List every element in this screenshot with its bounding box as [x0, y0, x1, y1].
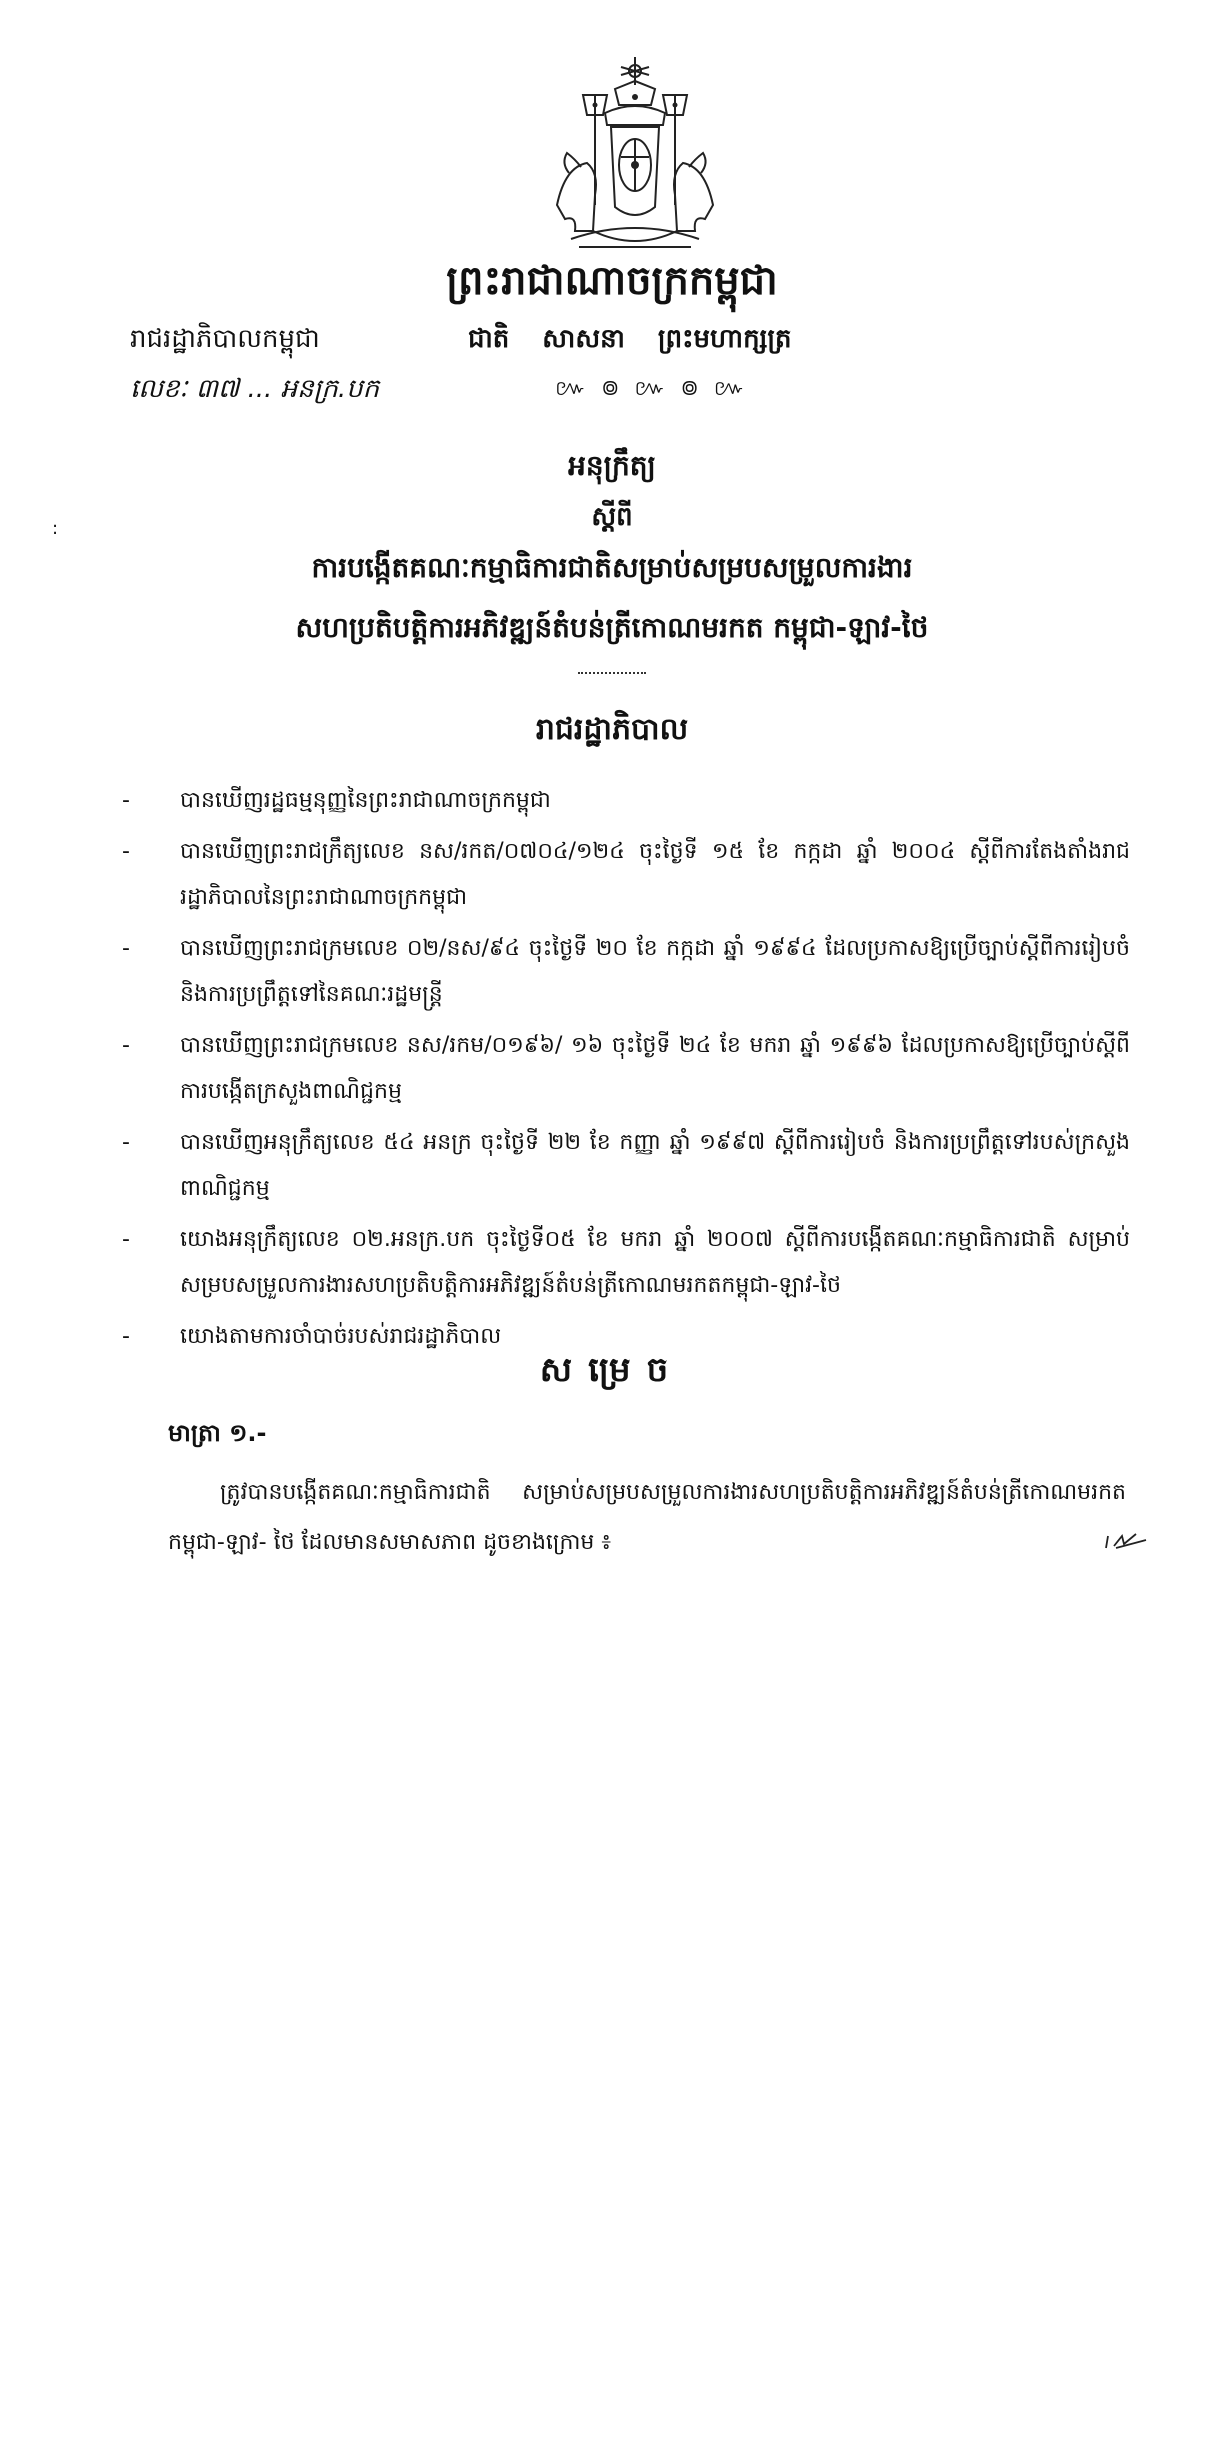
list-dash: -	[122, 1130, 130, 1155]
national-motto: ជាតិ សាសនា ព្រះមហាក្សត្រ	[468, 324, 792, 354]
preamble-item	[122, 1120, 1130, 1212]
preamble-item	[122, 829, 1130, 921]
issuer-heading: រាជរដ្ឋាភិបាល	[535, 712, 689, 747]
document-number: លេខៈ ៣៧ ... អនក្រ.បក	[130, 374, 380, 404]
decision-heading: សម្រេច	[539, 1350, 685, 1390]
issuing-government: រាជរដ្ឋាភិបាលកម្ពុជា	[130, 324, 320, 354]
subject-prefix: ស្ដីពី	[591, 502, 633, 532]
list-dash: -	[122, 788, 130, 813]
list-dash: -	[122, 936, 130, 961]
preamble-text: បានឃើញព្រះរាជក្រឹត្យលេខ នស/រកត/០៧០៤/១២៤ ចុះថ្ងៃទី ១៥ ខែ កក្កដា ឆ្នាំ ២០០៤ ស្ដីពីការតែងតាំងរាជរដ្ឋាភិបាលនៃព្រះរាជាណាចក្រកម្ពុជា	[180, 839, 1130, 910]
article-label: មាត្រា ១.-	[168, 1419, 267, 1447]
preamble-text: យោងតាមការចាំបាច់របស់រាជរដ្ឋាភិបាល	[180, 1324, 502, 1349]
article-text: ត្រូវបានបង្កើតគណៈកម្មាធិការជាតិ សម្រាប់សម្របសម្រួលការងារសហប្រតិបត្តិការអភិវឌ្ឍន៍តំបន់ត្រីកោណមរកតកម្ពុជា-ឡាវ- ថៃ ដែលមានសមាសភាព ដូចខាងក្រោម ៖	[168, 1480, 1126, 1555]
preamble-text: បានឃើញព្រះរាជក្រមលេខ ០២/នស/៩៤ ចុះថ្ងៃទី ២០ ខែ កក្កដា ឆ្នាំ ១៩៩៤ ដែលប្រកាសឱ្យប្រើច្បាប់ស្ដីពីការរៀបចំ និងការប្រព្រឹត្តទៅនៃគណៈរដ្ឋមន្ត្រី	[180, 936, 1130, 1007]
preamble-item	[122, 1217, 1130, 1309]
subject-line-1: ការបង្កើតគណៈកម្មាធិការជាតិសម្រាប់សម្របសម្រួលការងារ	[311, 551, 913, 584]
royal-coat-of-arms-emblem	[535, 55, 735, 255]
preamble-text: យោងអនុក្រឹត្យលេខ ០២.អនក្រ.បក ចុះថ្ងៃទី០៥ ខែ មករា ឆ្នាំ ២០០៧ ស្ដីពីការបង្កើតគណៈកម្មាធិការជាតិ សម្រាប់សម្របសម្រួលការងារសហប្រតិបត្តិការអភិវឌ្ឍន៍តំបន់ត្រីកោណមរកតកម្ពុជា-ឡាវ-ថៃ	[180, 1227, 1130, 1298]
list-dash: -	[122, 1033, 130, 1058]
title-divider	[578, 672, 646, 674]
list-dash: -	[122, 1227, 130, 1252]
stray-mark: :	[52, 518, 59, 539]
list-dash: -	[122, 1324, 130, 1349]
preamble-item	[122, 926, 1130, 1018]
preamble-item	[122, 778, 1130, 824]
preamble-text: បានឃើញព្រះរាជក្រមលេខ នស/រកម/០១៩៦/ ១៦ ចុះថ្ងៃទី ២៤ ខែ មករា ឆ្នាំ ១៩៩៦ ដែលប្រកាសឱ្យប្រើច្បាប់ស្ដីពីការបង្កើតក្រសួងពាណិជ្ជកម្ម	[180, 1033, 1130, 1104]
preamble-text: បានឃើញរដ្ឋធម្មនុញ្ញនៃព្រះរាជាណាចក្រកម្ពុជា	[180, 788, 551, 813]
kingdom-title: ព្រះរាជាណាចក្រកម្ពុជា	[446, 258, 778, 304]
handwritten-initials	[1102, 1530, 1148, 1552]
preamble-list	[122, 778, 1130, 1365]
preamble-item	[122, 1023, 1130, 1115]
document-type: អនុក្រឹត្យ	[568, 449, 656, 482]
preamble-text: បានឃើញអនុក្រឹត្យលេខ ៥៤ អនក្រ ចុះថ្ងៃទី ២២ ខែ កញ្ញា ឆ្នាំ ១៩៩៧ ស្ដីពីការរៀបចំ និងការប្រព្រឹត្តទៅរបស់ក្រសួងពាណិជ្ជកម្ម	[180, 1130, 1130, 1201]
subject-line-2: សហប្រតិបត្តិការអភិវឌ្ឍន៍តំបន់ត្រីកោណមរកត កម្ពុជា-ឡាវ-ថៃ	[295, 611, 929, 644]
list-dash: -	[122, 839, 130, 864]
ornament-divider: ៚ ៙ ៚ ៙ ៚	[555, 376, 749, 401]
